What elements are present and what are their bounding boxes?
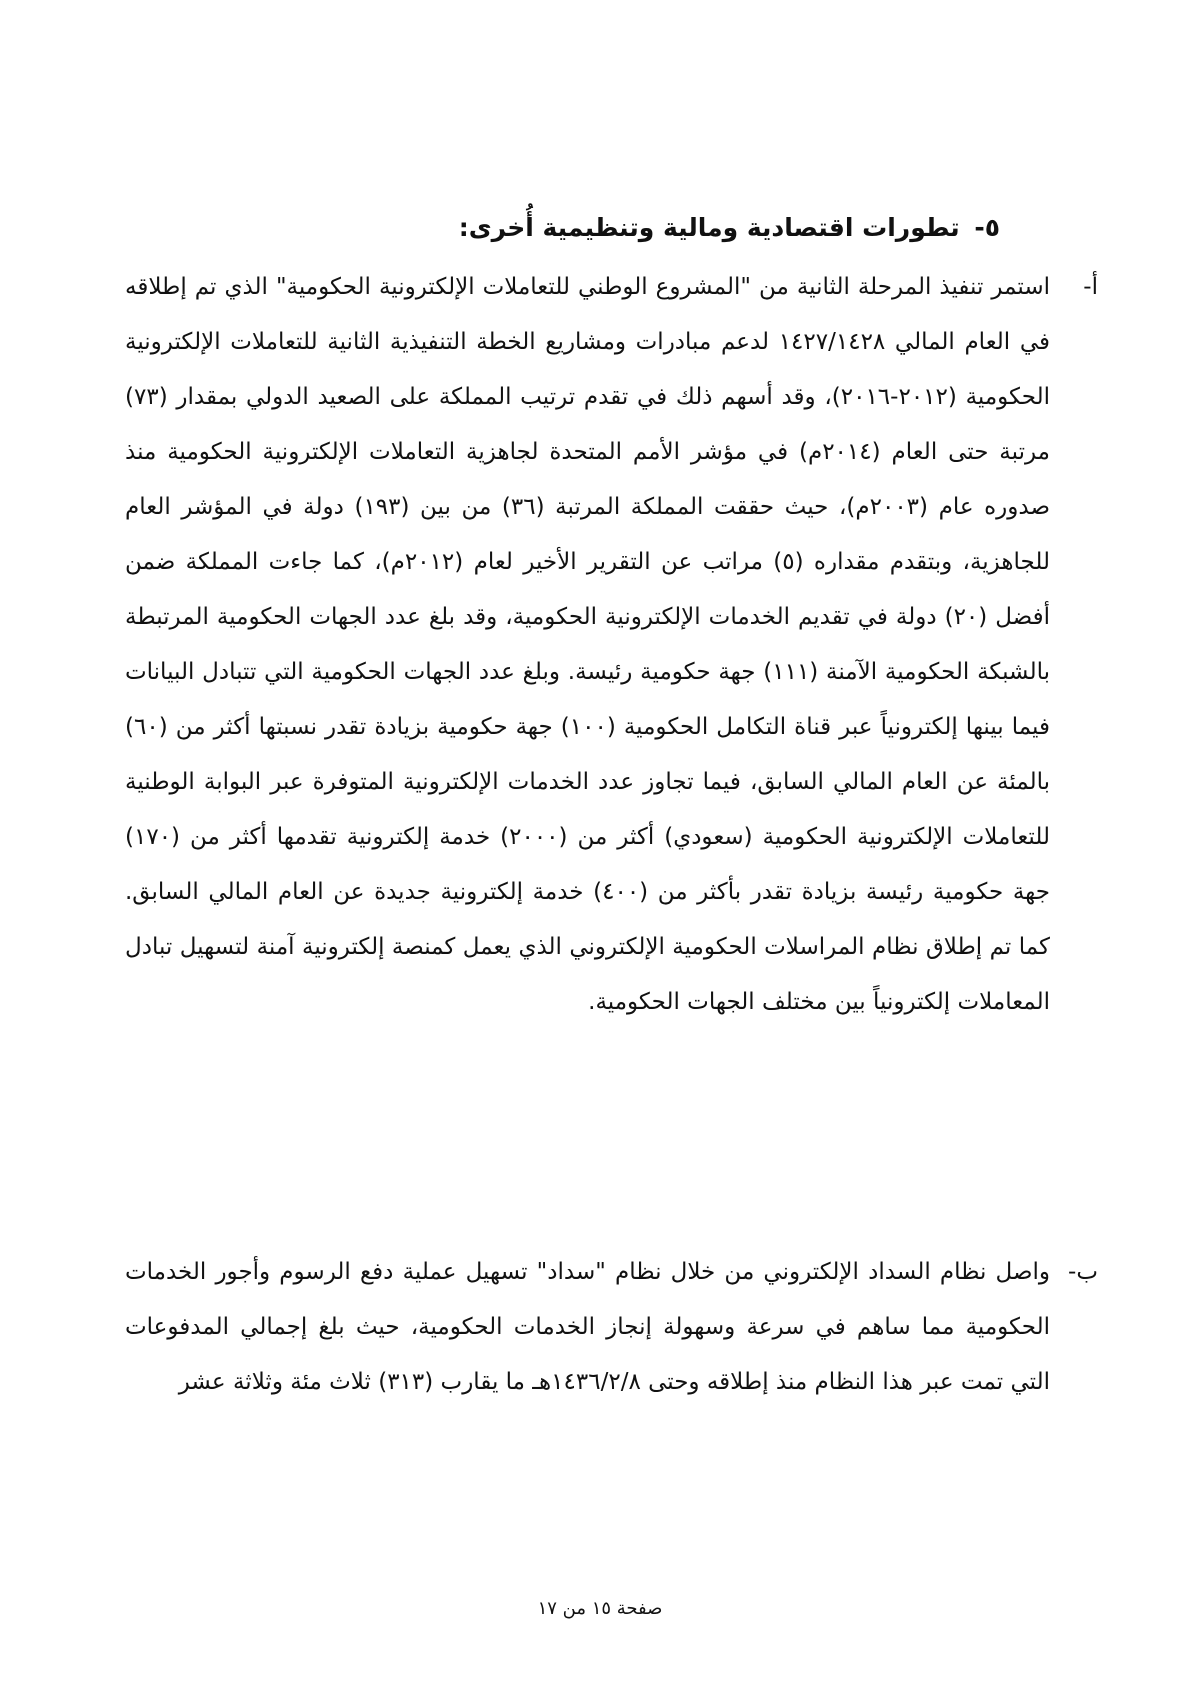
paragraph-a: استمر تنفيذ المرحلة الثانية من "المشروع الوطني للتعاملات الإلكترونية الحكومية" الذي تم إطلاقه في العام المالي ١٤٢٧/١٤٢٨ لدعم مبادرات ومشاريع الخطة التنفيذية الثانية للتعاملات الإلكترونية الحكومية (٢٠١٢-٢٠١٦)، وقد أسهم ذلك في تقدم ترتيب المملكة على الصعيد الدولي بمقدار (٧٣) مرتبة حتى العام (٢٠١٤م) في مؤشر الأمم المتحدة لجاهزية التعاملات الإلكترونية الحكومية منذ صدوره عام (٢٠٠٣م)، حيث حققت المملكة المرتبة (٣٦) من بين (١٩٣) دولة في المؤشر العام للجاهزية، وبتقدم مقداره (٥) مراتب عن التقرير الأخير لعام (٢٠١٢م)، كما جاءت المملكة ضمن أفضل (٢٠) دولة في تقديم الخدمات الإلكترونية الحكومية، وقد بلغ عدد الجهات الحكومية المرتبطة بالشبكة الحكومية الآمنة (١١١) جهة حكومية رئيسة. وبلغ عدد الجهات الحكومية التي تتبادل البيانات فيما بينها إلكترونياً عبر قناة التكامل الحكومية (١٠٠) جهة حكومية بزيادة تقدر نسبتها أكثر من (٦٠) بالمئة عن العام المالي السابق، فيما تجاوز عدد الخدمات الإلكترونية المتوفرة عبر البوابة الوطنية للتعاملات الإلكترونية الحكومية (سعودي) أكثر من (٢٠٠٠) خدمة إلكترونية تقدمها أكثر من (١٧٠) جهة حكومية رئيسة بزيادة تقدر بأكثر من (٤٠٠) خدمة إلكترونية جديدة عن العام المالي السابق. كما تم إطلاق نظام المراسلات الحكومية الإلكتروني الذي يعمل كمنصة إلكترونية آمنة لتسهيل تبادل المعاملات إلكترونياً بين مختلف الجهات الحكومية. bbox=[125, 274, 1051, 1015]
section-title: تطورات اقتصادية ومالية وتنظيمية أُخرى: bbox=[458, 213, 960, 242]
list-marker-b: ب- bbox=[1068, 1259, 1098, 1285]
paragraph-b: واصل نظام السداد الإلكتروني من خلال نظام "سداد" تسهيل عملية دفع الرسوم وأجور الخدمات الحكومية مما ساهم في سرعة وسهولة إنجاز الخدمات الحكومية، حيث بلغ إجمالي المدفوعات التي تمت عبر هذا النظام منذ إطلاقه وحتى ١٤٣٦/٢/٨هـ ما يقارب (٣١٣) ثلاث مئة وثلاثة عشر bbox=[125, 1259, 1050, 1395]
list-item-b bbox=[125, 1245, 1098, 1410]
section-number: ٥- bbox=[974, 213, 1000, 242]
list-item-a bbox=[125, 260, 1098, 1030]
section-heading bbox=[200, 208, 1000, 248]
list-marker-a: أ- bbox=[1083, 274, 1098, 300]
page-number-footer: صفحة ١٥ من ١٧ bbox=[537, 1598, 663, 1619]
